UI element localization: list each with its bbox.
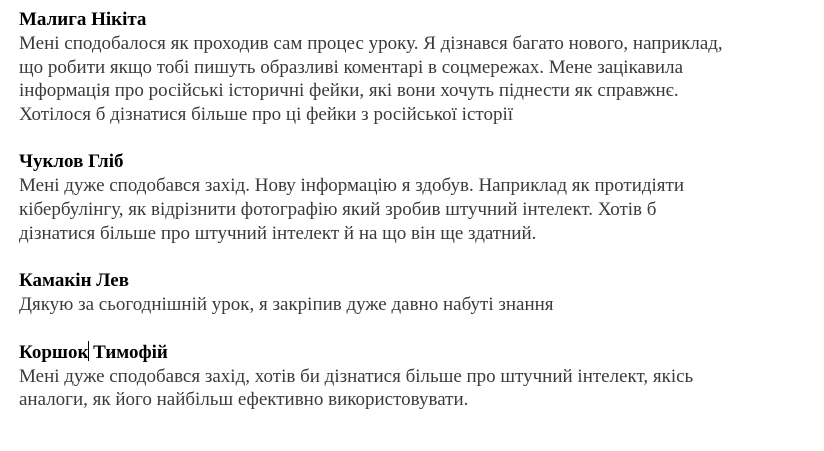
feedback-line: аналоги, як його найбільш ефективно використовувати. — [19, 389, 469, 411]
feedback-line: Хотілося б дізнатися більше про ці фейки з російської історії — [19, 103, 514, 125]
feedback-line: Мені дуже сподобався захід, хотів би дізнатися більше про штучний інтелект, якісь — [19, 365, 694, 387]
feedback-entry-kamakin — [19, 269, 819, 317]
feedback-line: Дякую за сьогоднішній урок, я закріпив дуже давно набуті знання — [19, 294, 554, 316]
student-name-part: Коршок — [19, 341, 89, 363]
feedback-entry-chuklov — [19, 150, 819, 245]
feedback-line: Мені сподобалося як проходив сам процес уроку. Я дізнався багато нового, наприклад, — [19, 33, 723, 54]
feedback-line: інформація про російські історичні фейки, які вони хочуть піднести як справжнє. — [19, 80, 679, 102]
student-name: Малига Нікіта — [19, 9, 147, 30]
feedback-line: Мені дуже сподобався захід. Нову інформацію я здобув. Наприклад як протидіяти — [19, 175, 685, 197]
student-name — [19, 341, 819, 365]
feedback-line: що робити якщо тобі пишуть образливі коментарі в соцмережах. Мене зацікавила — [19, 56, 684, 78]
feedback-line: дізнатися більше про штучний інтелект й на що він ще здатний. — [19, 222, 537, 244]
feedback-line: кібербулінгу, як відрізнити фотографію який зробив штучний інтелект. Хотів б — [19, 198, 657, 220]
student-name-part: Тимофій — [88, 341, 168, 363]
feedback-entry-korshok — [19, 341, 819, 412]
document-body[interactable] — [19, 8, 819, 436]
feedback-entry-malyha — [19, 8, 819, 126]
student-name: Камакін Лев — [19, 270, 129, 292]
student-name: Чуклов Гліб — [19, 151, 124, 173]
